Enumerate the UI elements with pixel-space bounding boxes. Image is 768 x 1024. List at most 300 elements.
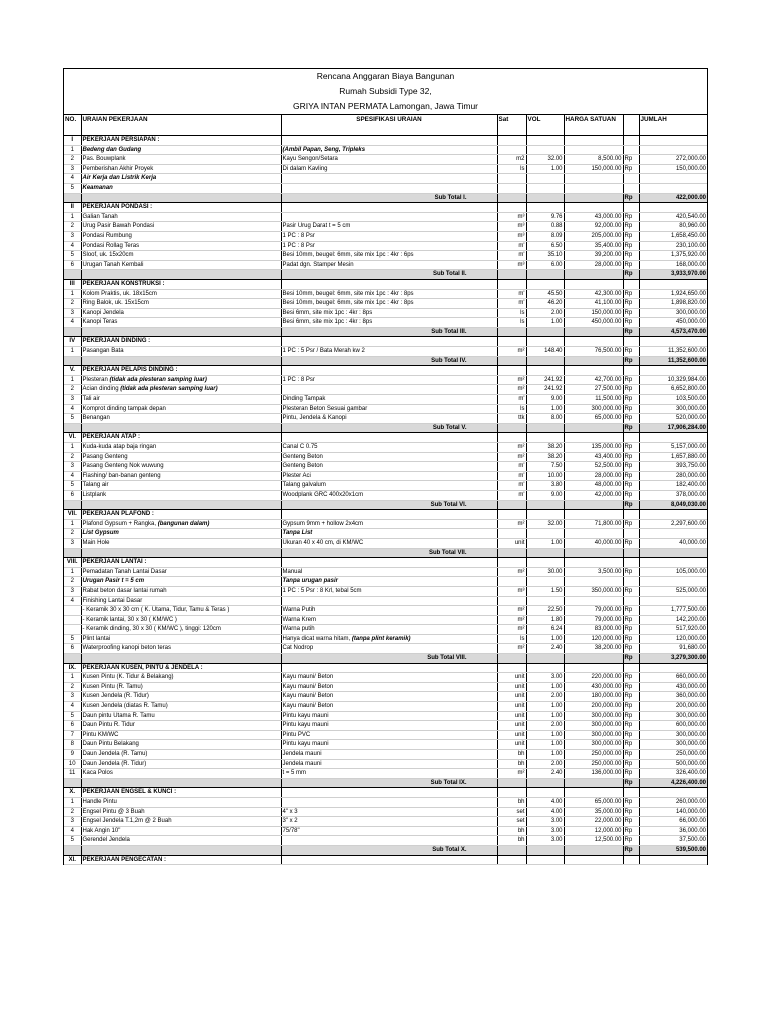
item-no: 6 xyxy=(64,721,81,731)
item-uraian xyxy=(81,769,281,779)
section-row xyxy=(64,558,707,568)
item-no: 11 xyxy=(64,769,81,779)
subtotal-spacer xyxy=(497,327,526,337)
item-harga: 11,500.00 xyxy=(564,395,623,405)
item-volume: 6.50 xyxy=(526,241,564,251)
item-volume: 1.00 xyxy=(526,682,564,692)
item-satuan: m² xyxy=(497,375,526,385)
item-jumlah: 10,329,984.00 xyxy=(639,375,707,385)
item-satuan xyxy=(497,788,526,798)
item-uraian xyxy=(81,567,281,577)
item-jumlah: 11,352,600.00 xyxy=(639,347,707,357)
item-currency: Rp xyxy=(623,318,639,328)
item-spesifikasi-text: Pintu kayu mauni xyxy=(282,722,329,729)
item-no: 8 xyxy=(64,740,81,750)
item-no: 4 xyxy=(64,241,81,251)
item-spesifikasi xyxy=(281,558,497,568)
item-no: 6 xyxy=(64,490,81,500)
item-spesifikasi-text: Gypsum 9mm + hollow 2x4cm xyxy=(282,520,364,527)
item-satuan: unit xyxy=(497,702,526,712)
item-currency: Rp xyxy=(623,452,639,462)
item-volume: 1.00 xyxy=(526,634,564,644)
header-uraian: URAIAN PEKERJAAN xyxy=(81,115,281,136)
item-spesifikasi xyxy=(281,750,497,760)
item-spesifikasi xyxy=(281,279,497,289)
section-row xyxy=(64,136,707,146)
item-no: 4 xyxy=(64,471,81,481)
item-uraian xyxy=(81,145,281,155)
item-spesifikasi xyxy=(281,788,497,798)
item-spesifikasi-text: Plesteran Beton Sesuai gambar xyxy=(282,405,368,412)
table-row xyxy=(64,308,707,318)
item-volume: 3.00 xyxy=(526,826,564,836)
rab-sheet xyxy=(63,68,708,865)
item-jumlah: 36,000.00 xyxy=(639,826,707,836)
subtotal-spacer xyxy=(81,356,281,366)
item-uraian xyxy=(81,702,281,712)
header-jumlah: JUMLAH xyxy=(639,115,707,136)
table-row xyxy=(64,836,707,846)
budget-table xyxy=(64,114,707,865)
item-jumlah xyxy=(639,855,707,865)
item-jumlah xyxy=(639,366,707,376)
item-volume: 241.92 xyxy=(526,385,564,395)
item-jumlah: 37,500.00 xyxy=(639,836,707,846)
item-uraian xyxy=(81,443,281,453)
section-row xyxy=(64,855,707,865)
item-spesifikasi xyxy=(281,366,497,376)
item-spesifikasi-text: 1 PC : 5 Psr / Bata Merah kw 2 xyxy=(282,348,365,355)
item-jumlah xyxy=(639,433,707,443)
item-uraian-text: PEKERJAAN KONSTRUKSI : xyxy=(82,280,165,287)
item-no: 6 xyxy=(64,644,81,654)
item-currency: Rp xyxy=(623,538,639,548)
item-uraian-text: Daun Pintu Belakang xyxy=(82,741,139,748)
item-currency: Rp xyxy=(623,769,639,779)
subtotal-amount: 4,573,470.00 xyxy=(639,327,707,337)
item-satuan: m² xyxy=(497,452,526,462)
item-no: 3 xyxy=(64,308,81,318)
item-uraian-text: Keamanan xyxy=(82,184,113,191)
table-row xyxy=(64,155,707,165)
item-jumlah: 103,500.00 xyxy=(639,395,707,405)
item-volume: 3.00 xyxy=(526,836,564,846)
item-no: 1 xyxy=(64,443,81,453)
item-currency: Rp xyxy=(623,375,639,385)
item-no: XI. xyxy=(64,855,81,865)
item-uraian-text: Main Hole xyxy=(82,539,110,546)
item-currency: Rp xyxy=(623,519,639,529)
item-harga: 42,700.00 xyxy=(564,375,623,385)
item-uraian-text: Kanopi Teras xyxy=(82,319,118,326)
item-jumlah xyxy=(639,596,707,606)
item-uraian-text: Urugan Pasir t = 5 cm xyxy=(82,578,145,585)
item-spesifikasi xyxy=(281,260,497,270)
item-spesifikasi xyxy=(281,663,497,673)
item-jumlah: 600,000.00 xyxy=(639,721,707,731)
item-jumlah xyxy=(639,145,707,155)
item-jumlah xyxy=(639,577,707,587)
item-satuan: m' xyxy=(497,481,526,491)
subtotal-label: Sub Total IX. xyxy=(281,778,497,788)
item-harga: 79,000.00 xyxy=(564,606,623,616)
item-satuan: unit xyxy=(497,682,526,692)
item-uraian-text: PEKERJAAN KUSEN, PINTU & JENDELA : xyxy=(82,664,203,671)
subtotal-spacer xyxy=(497,423,526,433)
item-volume: 1.00 xyxy=(526,711,564,721)
item-jumlah: 360,000.00 xyxy=(639,692,707,702)
item-volume xyxy=(526,203,564,213)
item-uraian xyxy=(81,203,281,213)
subtotal-spacer xyxy=(81,327,281,337)
subtotal-amount: 3,933,970.00 xyxy=(639,270,707,280)
item-uraian xyxy=(81,826,281,836)
subtotal-spacer xyxy=(526,548,564,558)
item-satuan xyxy=(497,433,526,443)
item-spesifikasi xyxy=(281,721,497,731)
subtotal-label: Sub Total II. xyxy=(281,270,497,280)
item-jumlah: 450,000.00 xyxy=(639,318,707,328)
subtotal-amount: 539,500.00 xyxy=(639,845,707,855)
subtotal-row xyxy=(64,500,707,510)
subtotal-spacer xyxy=(81,548,281,558)
item-uraian xyxy=(81,836,281,846)
item-uraian xyxy=(81,606,281,616)
item-currency: Rp xyxy=(623,797,639,807)
item-jumlah: 660,000.00 xyxy=(639,673,707,683)
item-jumlah: 40,000.00 xyxy=(639,538,707,548)
item-harga xyxy=(564,136,623,146)
item-spesifikasi xyxy=(281,289,497,299)
item-currency: Rp xyxy=(623,682,639,692)
item-spesifikasi-text: Hanya dicat warna hitam, xyxy=(282,635,351,642)
item-no: 2 xyxy=(64,529,81,539)
item-jumlah: 430,000.00 xyxy=(639,682,707,692)
item-jumlah: 140,000.00 xyxy=(639,807,707,817)
item-volume: 22.50 xyxy=(526,606,564,616)
item-spesifikasi xyxy=(281,740,497,750)
subtotal-label: Sub Total VI. xyxy=(281,500,497,510)
table-row xyxy=(64,318,707,328)
item-volume: 8.09 xyxy=(526,231,564,241)
table-row xyxy=(64,625,707,635)
item-no xyxy=(64,625,81,635)
item-satuan: m² xyxy=(497,443,526,453)
item-uraian-text: Komprot dinding tampak depan xyxy=(82,405,166,412)
item-satuan: ls xyxy=(497,308,526,318)
table-row xyxy=(64,673,707,683)
item-harga: 450,000.00 xyxy=(564,318,623,328)
item-satuan: m² xyxy=(497,615,526,625)
item-harga: 71,800.00 xyxy=(564,519,623,529)
item-currency: Rp xyxy=(623,730,639,740)
table-row xyxy=(64,577,707,587)
item-currency: Rp xyxy=(623,644,639,654)
table-row xyxy=(64,385,707,395)
item-no: 3 xyxy=(64,817,81,827)
item-no: 5 xyxy=(64,251,81,261)
item-currency xyxy=(623,663,639,673)
document-title: Rencana Anggaran Biaya Bangunan xyxy=(316,71,455,81)
subtotal-spacer xyxy=(526,270,564,280)
item-harga: 40,000.00 xyxy=(564,538,623,548)
item-jumlah: 525,000.00 xyxy=(639,586,707,596)
item-spesifikasi xyxy=(281,375,497,385)
item-spesifikasi xyxy=(281,615,497,625)
item-satuan: ls xyxy=(497,164,526,174)
header-harga: HARGA SATUAN xyxy=(564,115,623,136)
item-no xyxy=(64,606,81,616)
item-spesifikasi-text: Kayu mauni/ Beton xyxy=(282,703,334,710)
subtotal-spacer xyxy=(81,423,281,433)
item-uraian xyxy=(81,155,281,165)
item-jumlah: 260,000.00 xyxy=(639,797,707,807)
section-row xyxy=(64,663,707,673)
item-uraian xyxy=(81,452,281,462)
item-harga xyxy=(564,145,623,155)
subtotal-spacer xyxy=(564,845,623,855)
item-spesifikasi-text: Kayu mauni/ Beton xyxy=(282,683,334,690)
item-uraian-text: Kusen Jendela (R. Tidur) xyxy=(82,693,149,700)
item-currency xyxy=(623,558,639,568)
item-uraian-text: PEKERJAAN ATAP : xyxy=(82,434,140,441)
item-harga: 65,000.00 xyxy=(564,414,623,424)
item-satuan: m³ xyxy=(497,260,526,270)
item-volume: 2.00 xyxy=(526,759,564,769)
item-satuan: m² xyxy=(497,625,526,635)
subtotal-row xyxy=(64,548,707,558)
item-currency: Rp xyxy=(623,471,639,481)
table-row xyxy=(64,145,707,155)
table-row xyxy=(64,634,707,644)
item-harga xyxy=(564,433,623,443)
item-harga: 250,000.00 xyxy=(564,750,623,760)
subtotal-spacer xyxy=(81,778,281,788)
item-uraian xyxy=(81,481,281,491)
item-volume: 38.20 xyxy=(526,452,564,462)
subtotal-spacer xyxy=(564,778,623,788)
item-uraian xyxy=(81,260,281,270)
item-spesifikasi-text: Kayu mauni/ Beton xyxy=(282,693,334,700)
item-uraian-note: (tidak ada plesteran samping luar) xyxy=(109,376,207,383)
item-harga: 65,000.00 xyxy=(564,797,623,807)
item-satuan: m' xyxy=(497,395,526,405)
item-uraian-text: Gerendel Jendela xyxy=(82,837,130,844)
item-uraian xyxy=(81,788,281,798)
item-uraian-note: (bangunan dalam) xyxy=(157,520,210,527)
item-uraian xyxy=(81,490,281,500)
item-spesifikasi-text: Pintu, Jendela & Kanopi xyxy=(282,415,347,422)
item-uraian xyxy=(81,308,281,318)
item-harga: 12,000.00 xyxy=(564,826,623,836)
item-jumlah: 378,000.00 xyxy=(639,490,707,500)
item-volume: 35.10 xyxy=(526,251,564,261)
item-uraian-text: Listplank xyxy=(82,491,107,498)
table-row xyxy=(64,519,707,529)
item-uraian-text: Pintu KM/WC xyxy=(82,731,119,738)
item-currency xyxy=(623,510,639,520)
item-harga xyxy=(564,596,623,606)
item-currency xyxy=(623,174,639,184)
table-row xyxy=(64,174,707,184)
subtotal-spacer xyxy=(564,356,623,366)
subtotal-spacer xyxy=(81,845,281,855)
item-harga: 27,500.00 xyxy=(564,385,623,395)
item-uraian-text: PEKERJAAN PONDASI : xyxy=(82,204,153,211)
subtotal-currency xyxy=(623,548,639,558)
item-volume: 0.88 xyxy=(526,222,564,232)
header-rp xyxy=(623,115,639,136)
item-volume: 4.00 xyxy=(526,807,564,817)
item-satuan: unit xyxy=(497,673,526,683)
subtotal-spacer xyxy=(526,845,564,855)
item-no: 10 xyxy=(64,759,81,769)
table-row xyxy=(64,452,707,462)
subtotal-label: Sub Total VII. xyxy=(281,548,497,558)
section-row xyxy=(64,366,707,376)
subtotal-spacer xyxy=(564,423,623,433)
item-satuan: m² xyxy=(497,567,526,577)
subtotal-spacer xyxy=(497,845,526,855)
item-currency: Rp xyxy=(623,750,639,760)
item-harga: 300,000.00 xyxy=(564,404,623,414)
table-row xyxy=(64,347,707,357)
item-jumlah: 1,898,820.00 xyxy=(639,299,707,309)
item-spesifikasi xyxy=(281,452,497,462)
item-no: 5 xyxy=(64,634,81,644)
subtotal-row xyxy=(64,193,707,203)
item-satuan: unit xyxy=(497,538,526,548)
item-no: 1 xyxy=(64,145,81,155)
item-uraian-text: PEKERJAAN PELAPIS DINDING : xyxy=(82,367,178,374)
subtotal-spacer xyxy=(497,270,526,280)
item-harga: 38,200.00 xyxy=(564,644,623,654)
subtotal-amount: 11,352,600.00 xyxy=(639,356,707,366)
item-no: 5 xyxy=(64,481,81,491)
item-jumlah xyxy=(639,788,707,798)
item-no: 4 xyxy=(64,318,81,328)
item-currency: Rp xyxy=(623,385,639,395)
item-spesifikasi-text: t = 5 mm xyxy=(282,770,307,777)
item-no: 2 xyxy=(64,682,81,692)
item-spesifikasi xyxy=(281,826,497,836)
item-spesifikasi-text: Padat dgn. Stamper Mesin xyxy=(282,261,354,268)
subtotal-spacer xyxy=(564,654,623,664)
subtotal-label: Sub Total III. xyxy=(281,327,497,337)
item-spesifikasi-text: 1 PC : 5 Psr : 8 Krl, tebal 5cm xyxy=(282,587,362,594)
item-harga: 3,500.00 xyxy=(564,567,623,577)
subtotal-spacer xyxy=(497,193,526,203)
item-volume xyxy=(526,433,564,443)
item-spesifikasi xyxy=(281,308,497,318)
item-uraian-text: Pasangan Bata xyxy=(82,348,124,355)
item-satuan xyxy=(497,510,526,520)
item-jumlah: 66,000.00 xyxy=(639,817,707,827)
item-currency xyxy=(623,203,639,213)
table-row xyxy=(64,606,707,616)
item-spesifikasi xyxy=(281,711,497,721)
item-no: IV xyxy=(64,337,81,347)
item-no: 2 xyxy=(64,385,81,395)
item-volume xyxy=(526,136,564,146)
item-satuan: m' xyxy=(497,462,526,472)
item-spesifikasi xyxy=(281,702,497,712)
subtotal-row xyxy=(64,356,707,366)
table-row xyxy=(64,644,707,654)
item-uraian-text: Pondasi Rollag Teras xyxy=(82,242,140,249)
item-spesifikasi-text: 3" x 2 xyxy=(282,818,298,825)
item-uraian xyxy=(81,471,281,481)
item-currency: Rp xyxy=(623,443,639,453)
item-spesifikasi-text: 4" x 3 xyxy=(282,808,298,815)
item-harga: 41,100.00 xyxy=(564,299,623,309)
item-volume: 1.00 xyxy=(526,750,564,760)
subtotal-label: Sub Total I. xyxy=(281,193,497,203)
item-spesifikasi-text: Manual xyxy=(282,568,303,575)
item-spesifikasi xyxy=(281,490,497,500)
item-currency: Rp xyxy=(623,692,639,702)
subtotal-spacer xyxy=(526,423,564,433)
item-harga: 150,000.00 xyxy=(564,164,623,174)
item-no: I xyxy=(64,136,81,146)
item-volume: 30.00 xyxy=(526,567,564,577)
item-no: 2 xyxy=(64,222,81,232)
item-uraian xyxy=(81,510,281,520)
item-volume: 2.40 xyxy=(526,769,564,779)
table-row xyxy=(64,375,707,385)
item-spesifikasi-text: Tanpa urugan pasir xyxy=(282,578,338,585)
item-spesifikasi xyxy=(281,529,497,539)
subtotal-spacer xyxy=(64,327,81,337)
item-spesifikasi xyxy=(281,797,497,807)
item-uraian-text: PEKERJAAN LANTAI : xyxy=(82,559,147,566)
item-spesifikasi xyxy=(281,404,497,414)
item-satuan: bh xyxy=(497,750,526,760)
item-uraian-text: Finishing Lantai Dasar xyxy=(82,597,143,604)
item-spesifikasi-text: 1 PC : 8 Psr xyxy=(282,376,315,383)
subtotal-spacer xyxy=(64,548,81,558)
document-location: GRIYA INTAN PERMATA Lamongan, Jawa Timur xyxy=(292,101,478,111)
item-uraian xyxy=(81,183,281,193)
item-currency xyxy=(623,577,639,587)
item-spesifikasi xyxy=(281,807,497,817)
item-volume: 1.00 xyxy=(526,740,564,750)
item-volume: 241.92 xyxy=(526,375,564,385)
item-currency: Rp xyxy=(623,490,639,500)
subtotal-spacer xyxy=(64,270,81,280)
item-currency xyxy=(623,136,639,146)
item-spesifikasi xyxy=(281,817,497,827)
subtotal-spacer xyxy=(526,654,564,664)
item-harga: 42,300.00 xyxy=(564,289,623,299)
item-uraian xyxy=(81,251,281,261)
item-satuan: m² xyxy=(497,606,526,616)
subtotal-spacer xyxy=(64,193,81,203)
subtotal-label: Sub Total VIII. xyxy=(281,654,497,664)
item-harga: 48,000.00 xyxy=(564,481,623,491)
item-uraian-text: Air Kerja dan Listrik Kerja xyxy=(82,175,157,182)
subtotal-spacer xyxy=(64,423,81,433)
item-uraian-text: Engsel Pintu @ 3 Buah xyxy=(82,808,145,815)
item-volume: 1.00 xyxy=(526,702,564,712)
item-harga: 350,000.00 xyxy=(564,586,623,596)
item-spesifikasi xyxy=(281,203,497,213)
item-harga: 22,000.00 xyxy=(564,817,623,827)
item-satuan: m' xyxy=(497,471,526,481)
item-uraian-text: - Keramik dinding, 30 x 30 ( KM/WC ), tinggi: 120cm xyxy=(82,626,221,633)
subtotal-currency: Rp xyxy=(623,327,639,337)
subtotal-amount: 422,000.00 xyxy=(639,193,707,203)
